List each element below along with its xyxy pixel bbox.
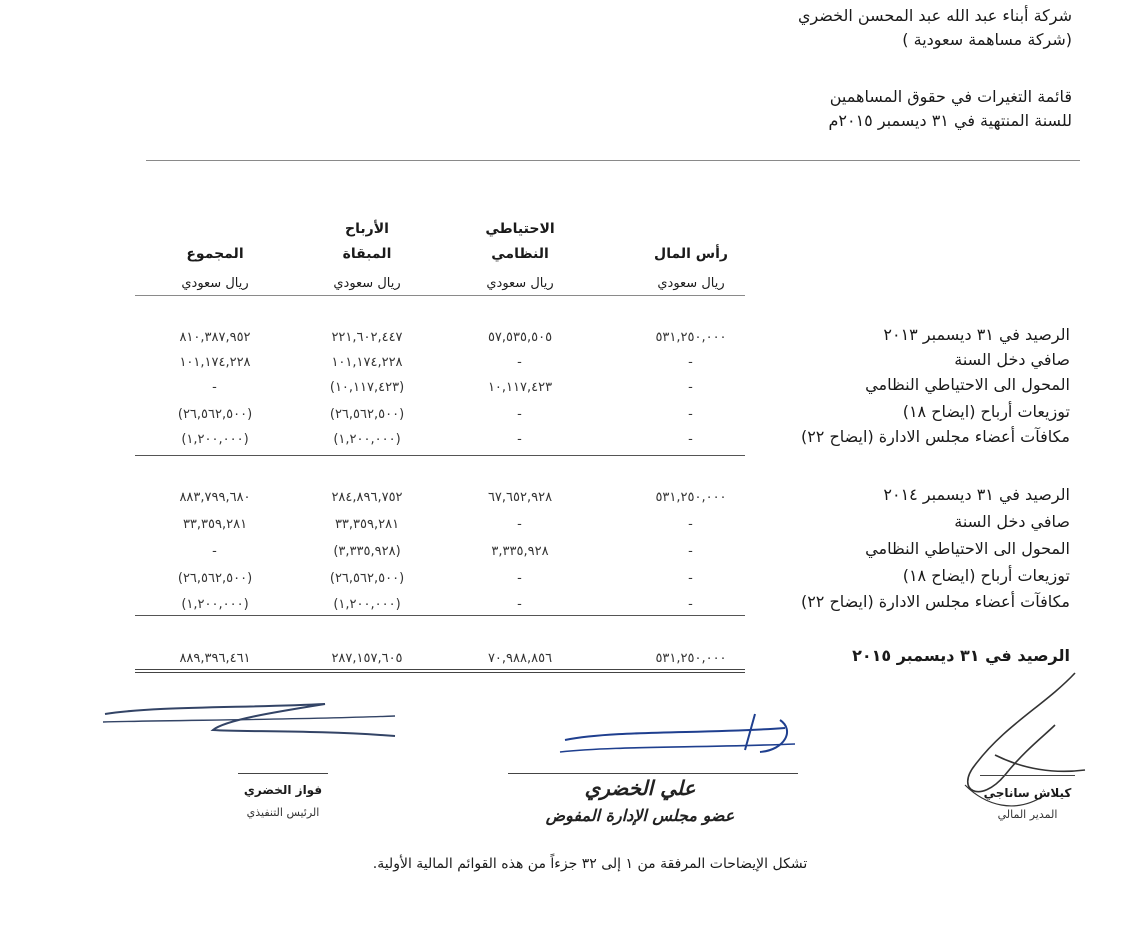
col-total-title: المجموع: [186, 246, 244, 262]
row-capital: ٥٣١,٢٥٠,٠٠٠: [655, 330, 727, 345]
row-capital: -: [688, 571, 694, 586]
column-header-underline: [135, 295, 745, 296]
col-retained-title-2: المبقاة: [342, 246, 392, 262]
row-label: مكافآت أعضاء مجلس الادارة (ايضاح ٢٢): [800, 592, 1070, 611]
row-total: (٢٦,٥٦٢,٥٠٠): [177, 407, 253, 422]
row-total: ٨٨٩,٣٩٦,٤٦١: [179, 651, 251, 666]
row-reserve: -: [517, 355, 523, 370]
row-retained: (٣,٣٣٥,٩٢٨): [333, 544, 401, 559]
col-reserve-title-1: الاحتياطي: [485, 221, 555, 237]
col-retained-title-1: الأرباح: [345, 221, 389, 237]
row-retained: ٢٢١,٦٠٢,٤٤٧: [331, 330, 403, 345]
board-member-name: علي الخضري: [584, 776, 696, 800]
board-member-signature-line: [508, 773, 798, 774]
cfo-signature-line: [980, 775, 1075, 776]
row-reserve: -: [517, 517, 523, 532]
col-total-currency: ريال سعودي: [181, 276, 249, 291]
row-capital: ٥٣١,٢٥٠,٠٠٠: [655, 651, 727, 666]
board-member-signature-graphic: [555, 710, 815, 770]
final-double-rule-bottom: [135, 672, 745, 673]
row-capital: -: [688, 380, 694, 395]
statement-period: للسنة المنتهية في ٣١ ديسمبر ٢٠١٥م: [828, 111, 1072, 130]
col-retained-currency: ريال سعودي: [333, 276, 401, 291]
row-retained: (٢٦,٥٦٢,٥٠٠): [329, 571, 405, 586]
col-reserve-currency: ريال سعودي: [486, 276, 554, 291]
row-label: الرصيد في ٣١ ديسمبر ٢٠١٤: [883, 485, 1070, 504]
row-total: ١٠١,١٧٤,٢٢٨: [179, 355, 251, 370]
row-label: توزيعات أرباح (ايضاح ١٨): [902, 402, 1070, 421]
row-total: ٣٣,٣٥٩,٢٨١: [182, 517, 248, 532]
row-retained: (٢٦,٥٦٢,٥٠٠): [329, 407, 405, 422]
ceo-signature-graphic: [95, 690, 415, 750]
col-capital-title: رأس المال: [654, 246, 728, 262]
ceo-title: الرئيس التنفيذي: [246, 806, 320, 819]
row-label: توزيعات أرباح (ايضاح ١٨): [902, 566, 1070, 585]
cfo-name: كيلاش ساناجي: [983, 786, 1072, 800]
footer-note: تشكل الإيضاحات المرفقة من ١ إلى ٣٢ جزءاً من هذه القوائم المالية الأولية.: [372, 856, 808, 872]
row-total: ٨٨٣,٧٩٩,٦٨٠: [179, 490, 251, 505]
row-label: الرصيد في ٣١ ديسمبر ٢٠١٣: [883, 325, 1070, 344]
subtotal-rule-2015: [135, 615, 745, 616]
row-label: المحول الى الاحتياطي النظامي: [865, 539, 1070, 558]
company-name: شركة أبناء عبد الله عبد المحسن الخضري: [797, 6, 1072, 25]
row-total: (١,٢٠٠,٠٠٠): [181, 597, 249, 612]
row-reserve: -: [517, 407, 523, 422]
row-capital: -: [688, 597, 694, 612]
row-reserve: ٧٠,٩٨٨,٨٥٦: [487, 651, 553, 666]
row-capital: -: [688, 432, 694, 447]
row-reserve: ٣,٣٣٥,٩٢٨: [491, 544, 549, 559]
company-type: (شركة مساهمة سعودية ): [902, 30, 1072, 49]
row-total: (١,٢٠٠,٠٠٠): [181, 432, 249, 447]
row-label: الرصيد في ٣١ ديسمبر ٢٠١٥: [852, 646, 1070, 665]
ceo-signature-line: [238, 773, 328, 774]
row-retained: ٣٣,٣٥٩,٢٨١: [334, 517, 400, 532]
header-divider: [146, 160, 1080, 161]
row-label: مكافآت أعضاء مجلس الادارة (ايضاح ٢٢): [800, 427, 1070, 446]
row-total: ٨١٠,٣٨٧,٩٥٢: [179, 330, 251, 345]
row-reserve: ٦٧,٦٥٢,٩٢٨: [487, 490, 553, 505]
row-capital: -: [688, 517, 694, 532]
row-retained: ٢٨٤,٨٩٦,٧٥٢: [331, 490, 403, 505]
statement-title: قائمة التغيرات في حقوق المساهمين: [829, 87, 1072, 106]
row-label: المحول الى الاحتياطي النظامي: [865, 375, 1070, 394]
subtotal-rule-2014: [135, 455, 745, 456]
col-reserve-title-2: النظامي: [491, 246, 549, 262]
row-label: صافي دخل السنة: [954, 512, 1070, 531]
ceo-name: فواز الخضري: [243, 783, 323, 797]
final-double-rule-top: [135, 669, 745, 670]
row-reserve: -: [517, 597, 523, 612]
row-retained: ١٠١,١٧٤,٢٢٨: [331, 355, 403, 370]
row-total: -: [212, 380, 218, 395]
row-capital: -: [688, 407, 694, 422]
row-total: (٢٦,٥٦٢,٥٠٠): [177, 571, 253, 586]
cfo-title: المدير المالي: [997, 808, 1058, 821]
row-label: صافي دخل السنة: [954, 350, 1070, 369]
row-capital: ٥٣١,٢٥٠,٠٠٠: [655, 490, 727, 505]
row-retained: (١,٢٠٠,٠٠٠): [333, 432, 401, 447]
row-reserve: -: [517, 432, 523, 447]
row-capital: -: [688, 544, 694, 559]
row-retained: (١,٢٠٠,٠٠٠): [333, 597, 401, 612]
row-reserve: ١٠,١١٧,٤٢٣: [487, 380, 553, 395]
col-capital-currency: ريال سعودي: [657, 276, 725, 291]
cfo-signature-graphic: [935, 665, 1095, 830]
row-capital: -: [688, 355, 694, 370]
row-retained: (١٠,١١٧,٤٢٣): [329, 380, 405, 395]
row-reserve: -: [517, 571, 523, 586]
row-reserve: ٥٧,٥٣٥,٥٠٥: [487, 330, 553, 345]
row-total: -: [212, 544, 218, 559]
board-member-title: عضو مجلس الإدارة المفوض: [545, 806, 735, 825]
row-retained: ٢٨٧,١٥٧,٦٠٥: [331, 651, 403, 666]
